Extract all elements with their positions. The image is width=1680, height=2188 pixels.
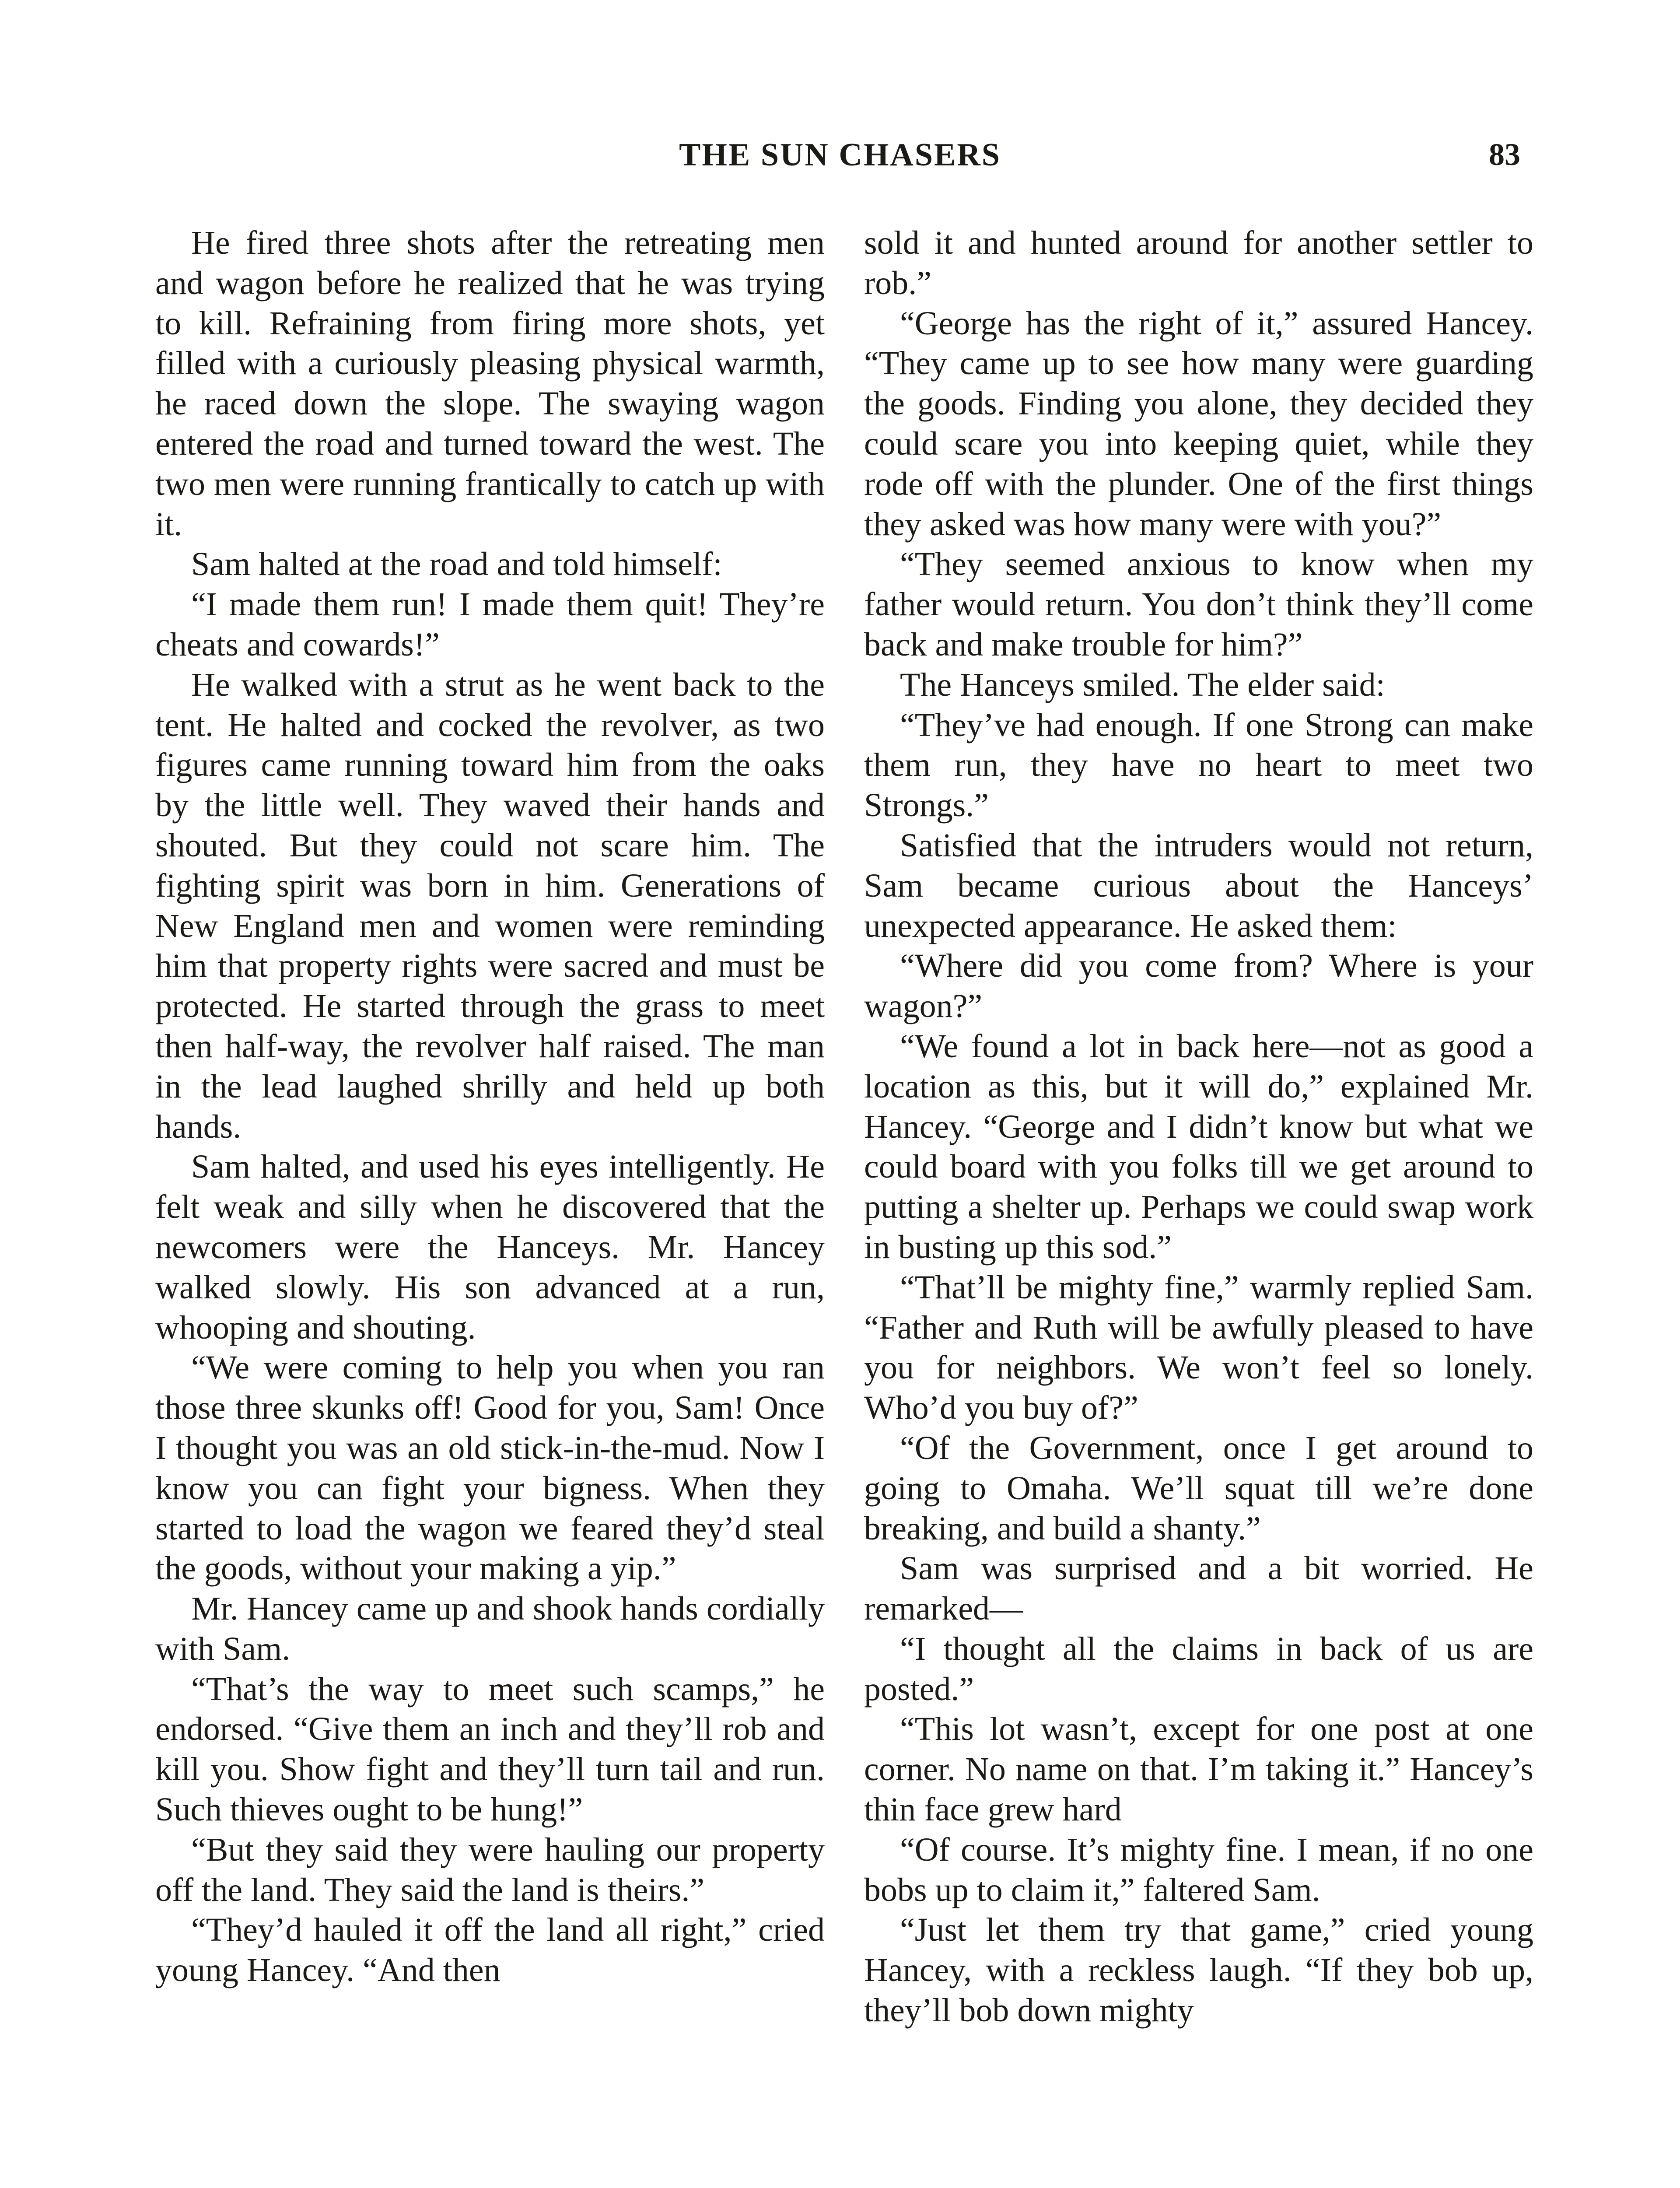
paragraph: “They’ve had enough. If one Strong can make them run, they have no heart to meet two Strongs.” — [864, 706, 1533, 824]
paragraph: “Where did you come from? Where is your wagon?” — [864, 947, 1533, 1025]
paragraph: “Of the Government, once I get around to going to Omaha. We’ll squat till we’re done breaking, and build a shanty.” — [864, 1429, 1533, 1547]
paragraph: “We found a lot in back here—not as good a location as this, but it will do,” explained Mr. Hancey. “George and I didn’t know but what we could board with you folks till we get around to putting a shelter up. Perhaps we could swap work in busting up this sod.” — [864, 1027, 1533, 1266]
paragraph: “But they said they were hauling our property off the land. They said the land is theirs.” — [155, 1831, 825, 1908]
paragraph: “I made them run! I made them quit! They’re cheats and cowards!” — [155, 586, 825, 663]
paragraph-continued: sold it and hunted around for another settler to rob.” — [864, 224, 1533, 302]
running-title: THE SUN CHASERS — [679, 137, 1001, 173]
page-number: 83 — [1489, 137, 1520, 172]
paragraph: “That’s the way to meet such scamps,” he endorsed. “Give them an inch and they’ll rob and kill you. Show fight and they’ll turn tail and run. Such thieves ought to be hung!” — [155, 1670, 825, 1828]
paragraph: Sam was surprised and a bit worried. He remarked— — [864, 1550, 1533, 1627]
paragraph: “George has the right of it,” assured Hancey. “They came up to see how many were guarding the goods. Finding you alone, they decided they could scare you into keeping quiet, while they rode off with the plunder. One of the first things they asked was how many were with you?” — [864, 305, 1533, 543]
paragraph: “We were coming to help you when you ran those three skunks off! Good for you, Sam! Once I thought you was an old stick-in-the-mud. Now I know you can fight your bigness. When they started to load the wagon we feared they’d steal the goods, without your making a yip.” — [155, 1349, 825, 1587]
paragraph: Sam halted, and used his eyes intelligently. He felt weak and silly when he discovered that the newcomers were the Hanceys. Mr. Hancey walked slowly. His son advanced at a run, whooping and shouting. — [155, 1148, 825, 1346]
paragraph: Satisfied that the intruders would not return, Sam became curious about the Hanceys’ unexpected appearance. He asked them: — [864, 827, 1533, 944]
paragraph: “They’d hauled it off the land all right,” cried young Hancey. “And then — [155, 1911, 825, 1989]
paragraph: He fired three shots after the retreating men and wagon before he realized that he was trying to kill. Refraining from firing more shots, yet filled with a curiously pleasing physical warmth, he raced down the slope. The swaying wagon entered the road and turned toward the west. The two men were running frantically to catch up with it. — [155, 224, 825, 543]
text-column-right — [864, 223, 1533, 2031]
paragraph: “This lot wasn’t, except for one post at one corner. No name on that. I’m taking it.” Hancey’s thin face grew hard — [864, 1711, 1533, 1828]
paragraph: “Just let them try that game,” cried young Hancey, with a reckless laugh. “If they bob up, they’ll bob down mighty — [864, 1911, 1533, 2029]
text-column-left — [155, 223, 825, 1991]
paragraph: Mr. Hancey came up and shook hands cordially with Sam. — [155, 1590, 825, 1667]
paragraph: He walked with a strut as he went back to the tent. He halted and cocked the revolver, as two figures came running toward him from the oaks by the little well. They waved their hands and shouted. But they could not scare him. The fighting spirit was born in him. Generations of New England men and women were reminding him that property rights were sacred and must be protected. He started through the grass to meet then half-way, the revolver half raised. The man in the lead laughed shrilly and held up both hands. — [155, 666, 825, 1145]
paragraph: “They seemed anxious to know when my father would return. You don’t think they’ll come back and make trouble for him?” — [864, 546, 1533, 663]
paragraph: “Of course. It’s mighty fine. I mean, if no one bobs up to claim it,” faltered Sam. — [864, 1831, 1533, 1908]
paragraph: “That’ll be mighty fine,” warmly replied Sam. “Father and Ruth will be awfully pleased to have you for neighbors. We won’t feel so lonely. Who’d you buy of?” — [864, 1269, 1533, 1427]
paragraph: The Hanceys smiled. The elder said: — [900, 666, 1385, 703]
page-header — [0, 137, 1680, 185]
paragraph: “I thought all the claims in back of us are posted.” — [864, 1630, 1533, 1708]
paragraph: Sam halted at the road and told himself: — [191, 546, 722, 583]
